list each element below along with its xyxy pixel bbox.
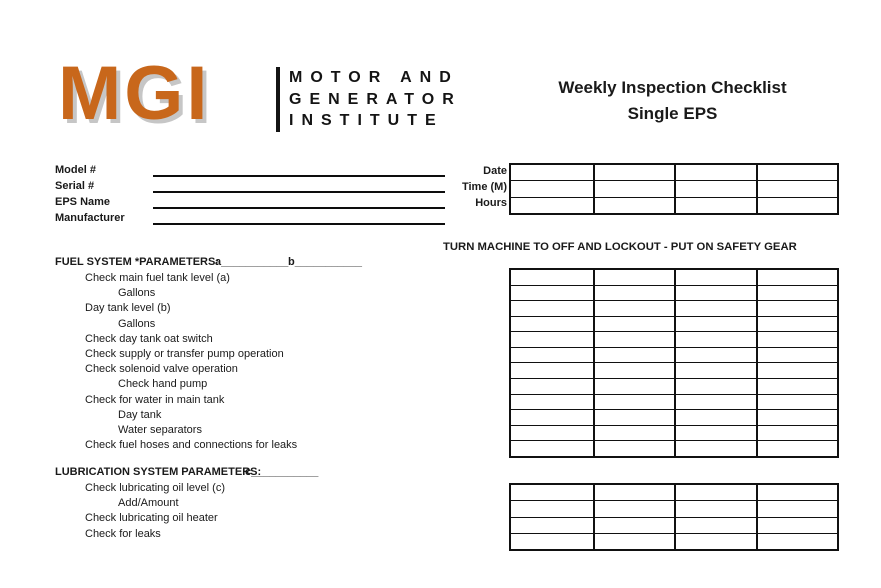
form-field-row xyxy=(55,193,445,209)
grid-cell[interactable] xyxy=(674,165,756,180)
unit-identification-fields xyxy=(55,161,445,225)
grid-cell[interactable] xyxy=(674,331,756,347)
grid-cell[interactable] xyxy=(756,347,838,363)
logo-wordmark-line: MOTOR AND xyxy=(289,69,459,86)
grid-cell[interactable] xyxy=(511,485,593,500)
grid-cell[interactable] xyxy=(674,362,756,378)
grid-cell[interactable] xyxy=(593,425,675,441)
grid-cell[interactable] xyxy=(674,440,756,456)
grid-cell[interactable] xyxy=(756,500,838,516)
checklist-item: Check fuel hoses and connections for leaks xyxy=(85,439,298,452)
grid-cell[interactable] xyxy=(674,409,756,425)
grid-cell[interactable] xyxy=(674,425,756,441)
grid-cell[interactable] xyxy=(674,485,756,500)
grid-cell[interactable] xyxy=(674,300,756,316)
grid-cell[interactable] xyxy=(756,533,838,549)
grid-cell[interactable] xyxy=(756,440,838,456)
fuel-param-a-line[interactable]: a___________ xyxy=(215,256,289,268)
fuel-checklist xyxy=(55,271,455,453)
grid-cell[interactable] xyxy=(674,517,756,533)
grid-cell[interactable] xyxy=(511,409,593,425)
checklist-item: Day tank xyxy=(118,408,162,421)
grid-cell[interactable] xyxy=(674,378,756,394)
log-row-label: Date xyxy=(483,165,507,177)
grid-cell[interactable] xyxy=(756,517,838,533)
grid-cell[interactable] xyxy=(511,270,593,285)
form-field-row xyxy=(55,209,445,225)
checklist-item: Gallons xyxy=(118,287,156,300)
grid-cell[interactable] xyxy=(511,394,593,410)
fuel-param-b-line[interactable]: b___________ xyxy=(288,256,363,268)
grid-cell[interactable] xyxy=(674,347,756,363)
grid-cell[interactable] xyxy=(674,270,756,285)
grid-cell[interactable] xyxy=(593,285,675,301)
checklist-item: Check for water in main tank xyxy=(85,393,225,406)
grid-cell[interactable] xyxy=(593,500,675,516)
grid-cell[interactable] xyxy=(511,300,593,316)
log-entry-grid xyxy=(509,163,839,215)
safety-notice: TURN MACHINE TO OFF AND LOCKOUT - PUT ON SAFETY GEAR xyxy=(443,241,797,253)
lubrication-section-heading-text: LUBRICATION SYSTEM PARAMETERS: xyxy=(55,466,262,478)
grid-cell[interactable] xyxy=(511,180,593,196)
grid-cell[interactable] xyxy=(756,197,838,213)
logo-wordmark xyxy=(289,67,462,132)
grid-cell[interactable] xyxy=(593,180,675,196)
grid-cell[interactable] xyxy=(593,165,675,180)
grid-cell[interactable] xyxy=(593,409,675,425)
grid-cell[interactable] xyxy=(756,270,838,285)
grid-cell[interactable] xyxy=(593,485,675,500)
grid-cell[interactable] xyxy=(756,425,838,441)
checklist-item: Water separators xyxy=(118,423,202,436)
grid-cell[interactable] xyxy=(674,500,756,516)
fuel-section-heading-text: FUEL SYSTEM *PARAMETERS: xyxy=(55,256,219,268)
lubrication-param-c-line[interactable]: c___________ xyxy=(245,466,319,478)
log-row-labels xyxy=(400,164,507,212)
checklist-item: Gallons xyxy=(118,317,156,330)
grid-cell[interactable] xyxy=(511,347,593,363)
grid-cell[interactable] xyxy=(756,300,838,316)
lubrication-checklist xyxy=(55,481,455,542)
grid-cell[interactable] xyxy=(756,485,838,500)
checklist-item: Day tank level (b) xyxy=(85,302,171,315)
grid-cell[interactable] xyxy=(756,409,838,425)
fuel-section-heading xyxy=(55,256,415,268)
grid-cell[interactable] xyxy=(511,362,593,378)
grid-cell[interactable] xyxy=(593,362,675,378)
checklist-item: Check supply or transfer pump operation xyxy=(85,347,284,360)
grid-cell[interactable] xyxy=(756,180,838,196)
grid-cell[interactable] xyxy=(511,425,593,441)
grid-cell[interactable] xyxy=(511,331,593,347)
log-row-label: Hours xyxy=(475,197,507,209)
lubrication-entry-grid xyxy=(509,483,839,551)
grid-cell[interactable] xyxy=(674,316,756,332)
logo-divider xyxy=(276,67,280,132)
grid-cell[interactable] xyxy=(511,197,593,213)
grid-cell[interactable] xyxy=(593,533,675,549)
document-title-line2: Single EPS xyxy=(627,104,718,123)
grid-cell[interactable] xyxy=(756,378,838,394)
checklist-item: Check for leaks xyxy=(85,527,161,540)
lubrication-section-heading xyxy=(55,466,415,478)
form-field-label: EPS Name xyxy=(55,196,111,208)
grid-cell[interactable] xyxy=(511,500,593,516)
logo-wordmark-line: INSTITUTE xyxy=(289,112,444,129)
logo-wordmark-line: GENERATOR xyxy=(289,90,462,108)
checklist-item: Add/Amount xyxy=(118,497,179,510)
grid-cell[interactable] xyxy=(674,394,756,410)
grid-cell[interactable] xyxy=(674,180,756,196)
fuel-entry-grid xyxy=(509,268,839,458)
grid-cell[interactable] xyxy=(756,394,838,410)
grid-cell[interactable] xyxy=(756,285,838,301)
form-field-label: Serial # xyxy=(55,180,95,192)
checklist-item: Check lubricating oil heater xyxy=(85,512,218,525)
grid-cell[interactable] xyxy=(593,394,675,410)
grid-cell[interactable] xyxy=(674,533,756,549)
grid-cell[interactable] xyxy=(756,165,838,180)
grid-cell[interactable] xyxy=(511,533,593,549)
grid-cell[interactable] xyxy=(593,517,675,533)
checklist-item: Check solenoid valve operation xyxy=(85,363,238,376)
grid-cell[interactable] xyxy=(756,316,838,332)
grid-cell[interactable] xyxy=(511,440,593,456)
grid-cell[interactable] xyxy=(593,316,675,332)
grid-cell[interactable] xyxy=(674,197,756,213)
document-title xyxy=(510,75,835,127)
form-field-label: Manufacturer xyxy=(55,212,125,224)
mgi-logo-acronym: MGI xyxy=(58,51,211,136)
document-title-line1: Weekly Inspection Checklist xyxy=(558,78,787,97)
form-field-label: Model # xyxy=(55,164,96,176)
form-field-row xyxy=(55,177,445,193)
form-field-row xyxy=(55,161,445,177)
grid-cell[interactable] xyxy=(593,331,675,347)
grid-cell[interactable] xyxy=(593,300,675,316)
grid-cell[interactable] xyxy=(511,316,593,332)
grid-cell[interactable] xyxy=(674,285,756,301)
grid-cell[interactable] xyxy=(511,517,593,533)
checklist-item: Check day tank oat switch xyxy=(85,332,213,345)
grid-cell[interactable] xyxy=(593,378,675,394)
grid-cell[interactable] xyxy=(756,362,838,378)
checklist-item: Check main fuel tank level (a) xyxy=(85,272,230,284)
grid-cell[interactable] xyxy=(593,270,675,285)
checklist-item: Check lubricating oil level (c) xyxy=(85,482,225,494)
grid-cell[interactable] xyxy=(511,165,593,180)
grid-cell[interactable] xyxy=(593,197,675,213)
grid-cell[interactable] xyxy=(593,440,675,456)
grid-cell[interactable] xyxy=(511,285,593,301)
grid-cell[interactable] xyxy=(511,378,593,394)
log-row-label: Time (M) xyxy=(461,181,507,193)
checklist-item: Check hand pump xyxy=(118,378,208,391)
form-field-input-line[interactable] xyxy=(153,210,445,225)
grid-cell[interactable] xyxy=(593,347,675,363)
grid-cell[interactable] xyxy=(756,331,838,347)
